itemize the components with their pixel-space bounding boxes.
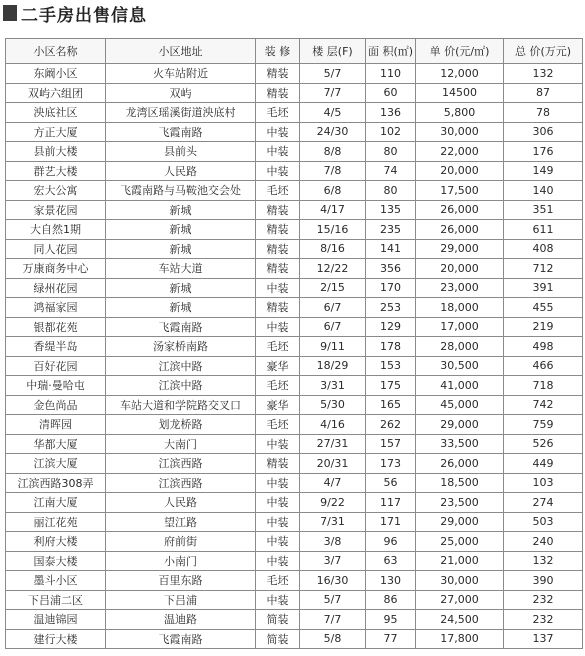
table-row	[6, 181, 583, 201]
cell-name: 丽江花苑	[6, 512, 106, 532]
cell-name: 百好花园	[6, 356, 106, 376]
cell-unit-price: 20,000	[416, 259, 504, 279]
cell-decoration: 精装	[256, 220, 300, 240]
cell-total-price: 712	[504, 259, 583, 279]
cell-unit-price: 23,000	[416, 278, 504, 298]
table-row	[6, 83, 583, 103]
cell-floor: 3/7	[300, 551, 366, 571]
cell-name: 中瑞·曼哈屯	[6, 376, 106, 396]
table-row	[6, 317, 583, 337]
cell-floor: 5/7	[300, 590, 366, 610]
cell-address: 飞霞南路与马鞍池交会处	[106, 181, 256, 201]
cell-name: 利府大楼	[6, 532, 106, 552]
cell-name: 香缇半岛	[6, 337, 106, 357]
cell-address: 江滨西路	[106, 454, 256, 474]
cell-address: 汤家桥南路	[106, 337, 256, 357]
cell-name: 鸿福家园	[6, 298, 106, 318]
cell-total-price: 455	[504, 298, 583, 318]
cell-total-price: 391	[504, 278, 583, 298]
cell-decoration: 中装	[256, 161, 300, 181]
cell-floor: 4/5	[300, 103, 366, 123]
column-header-name: 小区名称	[6, 39, 106, 64]
cell-total-price: 240	[504, 532, 583, 552]
cell-area: 253	[366, 298, 416, 318]
table-row	[6, 395, 583, 415]
cell-decoration: 中装	[256, 551, 300, 571]
cell-address: 江滨西路	[106, 473, 256, 493]
cell-area: 178	[366, 337, 416, 357]
cell-unit-price: 29,000	[416, 239, 504, 259]
cell-total-price: 78	[504, 103, 583, 123]
cell-unit-price: 26,000	[416, 220, 504, 240]
cell-total-price: 176	[504, 142, 583, 162]
cell-floor: 7/7	[300, 83, 366, 103]
cell-name: 同人花园	[6, 239, 106, 259]
cell-decoration: 中装	[256, 434, 300, 454]
cell-name: 万康商务中心	[6, 259, 106, 279]
cell-address: 火车站附近	[106, 64, 256, 84]
cell-name: 华都大厦	[6, 434, 106, 454]
cell-total-price: 390	[504, 571, 583, 591]
table-row	[6, 278, 583, 298]
cell-floor: 5/30	[300, 395, 366, 415]
cell-area: 110	[366, 64, 416, 84]
table-row	[6, 590, 583, 610]
cell-total-price: 466	[504, 356, 583, 376]
cell-area: 153	[366, 356, 416, 376]
table-row	[6, 142, 583, 162]
cell-total-price: 103	[504, 473, 583, 493]
cell-area: 235	[366, 220, 416, 240]
table-row	[6, 415, 583, 435]
cell-area: 117	[366, 493, 416, 513]
cell-decoration: 精装	[256, 454, 300, 474]
cell-floor: 3/31	[300, 376, 366, 396]
cell-decoration: 毛坯	[256, 571, 300, 591]
cell-decoration: 精装	[256, 200, 300, 220]
cell-total-price: 232	[504, 610, 583, 630]
column-header-address: 小区地址	[106, 39, 256, 64]
cell-name: 东阚小区	[6, 64, 106, 84]
cell-address: 百里东路	[106, 571, 256, 591]
cell-unit-price: 18,500	[416, 473, 504, 493]
cell-name: 江南大厦	[6, 493, 106, 513]
page-title: 二手房出售信息	[21, 5, 147, 26]
table-header-row	[6, 39, 583, 64]
cell-address: 江滨中路	[106, 356, 256, 376]
table-row	[6, 629, 583, 649]
cell-unit-price: 41,000	[416, 376, 504, 396]
cell-address: 划龙桥路	[106, 415, 256, 435]
cell-decoration: 精装	[256, 64, 300, 84]
cell-decoration: 毛坯	[256, 376, 300, 396]
cell-decoration: 中装	[256, 512, 300, 532]
cell-decoration: 毛坯	[256, 103, 300, 123]
cell-total-price: 87	[504, 83, 583, 103]
table-row	[6, 454, 583, 474]
cell-name: 家景花园	[6, 200, 106, 220]
title-square-icon	[3, 5, 17, 21]
cell-name: 墨斗小区	[6, 571, 106, 591]
cell-area: 173	[366, 454, 416, 474]
cell-total-price: 140	[504, 181, 583, 201]
cell-unit-price: 22,000	[416, 142, 504, 162]
cell-name: 建行大楼	[6, 629, 106, 649]
cell-name: 温迪锦园	[6, 610, 106, 630]
cell-decoration: 中装	[256, 142, 300, 162]
cell-unit-price: 30,000	[416, 571, 504, 591]
table-row	[6, 434, 583, 454]
table-row	[6, 259, 583, 279]
cell-name: 群艺大楼	[6, 161, 106, 181]
cell-area: 171	[366, 512, 416, 532]
column-header-floor: 楼 层(F)	[300, 39, 366, 64]
cell-area: 356	[366, 259, 416, 279]
cell-floor: 7/31	[300, 512, 366, 532]
column-header-unit-price: 单 价(元/㎡)	[416, 39, 504, 64]
cell-unit-price: 45,000	[416, 395, 504, 415]
cell-address: 温迪路	[106, 610, 256, 630]
cell-unit-price: 29,000	[416, 512, 504, 532]
cell-floor: 24/30	[300, 122, 366, 142]
cell-area: 63	[366, 551, 416, 571]
cell-floor: 6/7	[300, 317, 366, 337]
cell-unit-price: 30,500	[416, 356, 504, 376]
page-title-bar	[0, 0, 585, 26]
cell-floor: 4/7	[300, 473, 366, 493]
cell-address: 车站大道和学院路交叉口	[106, 395, 256, 415]
cell-address: 县前头	[106, 142, 256, 162]
cell-address: 府前街	[106, 532, 256, 552]
cell-address: 小南门	[106, 551, 256, 571]
cell-decoration: 中装	[256, 473, 300, 493]
table-row	[6, 532, 583, 552]
table-row	[6, 493, 583, 513]
cell-unit-price: 17,000	[416, 317, 504, 337]
cell-address: 飞霞南路	[106, 122, 256, 142]
cell-area: 157	[366, 434, 416, 454]
cell-floor: 27/31	[300, 434, 366, 454]
cell-floor: 18/29	[300, 356, 366, 376]
cell-area: 141	[366, 239, 416, 259]
cell-decoration: 毛坯	[256, 337, 300, 357]
cell-floor: 5/7	[300, 64, 366, 84]
cell-name: 金色尚品	[6, 395, 106, 415]
cell-unit-price: 27,000	[416, 590, 504, 610]
table-row	[6, 512, 583, 532]
cell-total-price: 274	[504, 493, 583, 513]
cell-total-price: 718	[504, 376, 583, 396]
cell-total-price: 759	[504, 415, 583, 435]
cell-decoration: 中装	[256, 122, 300, 142]
table-row	[6, 239, 583, 259]
cell-address: 新城	[106, 200, 256, 220]
cell-decoration: 中装	[256, 493, 300, 513]
cell-area: 102	[366, 122, 416, 142]
cell-area: 96	[366, 532, 416, 552]
cell-decoration: 精装	[256, 298, 300, 318]
cell-total-price: 219	[504, 317, 583, 337]
cell-floor: 9/11	[300, 337, 366, 357]
cell-decoration: 毛坯	[256, 181, 300, 201]
listing-table	[5, 38, 583, 649]
table-row	[6, 298, 583, 318]
cell-floor: 6/7	[300, 298, 366, 318]
table-row	[6, 122, 583, 142]
cell-decoration: 中装	[256, 278, 300, 298]
cell-unit-price: 33,500	[416, 434, 504, 454]
cell-name: 县前大楼	[6, 142, 106, 162]
table-row	[6, 571, 583, 591]
cell-total-price: 137	[504, 629, 583, 649]
table-row	[6, 551, 583, 571]
cell-unit-price: 5,800	[416, 103, 504, 123]
cell-address: 江滨中路	[106, 376, 256, 396]
cell-area: 165	[366, 395, 416, 415]
table-row	[6, 376, 583, 396]
cell-unit-price: 18,000	[416, 298, 504, 318]
table-row	[6, 103, 583, 123]
cell-unit-price: 28,000	[416, 337, 504, 357]
cell-total-price: 132	[504, 551, 583, 571]
cell-address: 新城	[106, 239, 256, 259]
cell-total-price: 351	[504, 200, 583, 220]
cell-address: 新城	[106, 220, 256, 240]
cell-address: 下吕浦	[106, 590, 256, 610]
cell-floor: 3/8	[300, 532, 366, 552]
cell-address: 飞霞南路	[106, 317, 256, 337]
cell-area: 175	[366, 376, 416, 396]
cell-area: 95	[366, 610, 416, 630]
table-row	[6, 356, 583, 376]
cell-address: 大南门	[106, 434, 256, 454]
cell-decoration: 中装	[256, 532, 300, 552]
cell-address: 龙湾区瑶溪街道泱底村	[106, 103, 256, 123]
cell-area: 135	[366, 200, 416, 220]
cell-unit-price: 26,000	[416, 200, 504, 220]
cell-unit-price: 26,000	[416, 454, 504, 474]
cell-total-price: 306	[504, 122, 583, 142]
cell-address: 新城	[106, 298, 256, 318]
table-row	[6, 64, 583, 84]
cell-total-price: 132	[504, 64, 583, 84]
cell-area: 60	[366, 83, 416, 103]
cell-floor: 7/7	[300, 610, 366, 630]
cell-floor: 16/30	[300, 571, 366, 591]
cell-unit-price: 24,500	[416, 610, 504, 630]
cell-name: 江滨西路308弄	[6, 473, 106, 493]
table-row	[6, 220, 583, 240]
table-row	[6, 337, 583, 357]
cell-decoration: 中装	[256, 590, 300, 610]
cell-unit-price: 21,000	[416, 551, 504, 571]
cell-floor: 20/31	[300, 454, 366, 474]
cell-unit-price: 20,000	[416, 161, 504, 181]
cell-area: 80	[366, 142, 416, 162]
cell-area: 77	[366, 629, 416, 649]
column-header-area: 面 积(㎡)	[366, 39, 416, 64]
table-row	[6, 161, 583, 181]
cell-unit-price: 17,500	[416, 181, 504, 201]
cell-unit-price: 29,000	[416, 415, 504, 435]
column-header-total-price: 总 价(万元)	[504, 39, 583, 64]
cell-area: 74	[366, 161, 416, 181]
cell-total-price: 498	[504, 337, 583, 357]
cell-decoration: 豪华	[256, 356, 300, 376]
cell-name: 大自然1期	[6, 220, 106, 240]
cell-area: 136	[366, 103, 416, 123]
cell-address: 人民路	[106, 493, 256, 513]
cell-decoration: 精装	[256, 83, 300, 103]
cell-floor: 12/22	[300, 259, 366, 279]
cell-total-price: 742	[504, 395, 583, 415]
cell-floor: 7/8	[300, 161, 366, 181]
cell-name: 下吕浦二区	[6, 590, 106, 610]
cell-unit-price: 14500	[416, 83, 504, 103]
cell-floor: 9/22	[300, 493, 366, 513]
cell-floor: 4/16	[300, 415, 366, 435]
cell-decoration: 精装	[256, 259, 300, 279]
cell-name: 绿州花园	[6, 278, 106, 298]
cell-floor: 8/8	[300, 142, 366, 162]
cell-floor: 6/8	[300, 181, 366, 201]
cell-name: 清晖园	[6, 415, 106, 435]
cell-name: 江滨大厦	[6, 454, 106, 474]
cell-total-price: 149	[504, 161, 583, 181]
cell-name: 宏大公寓	[6, 181, 106, 201]
cell-address: 新城	[106, 278, 256, 298]
cell-area: 80	[366, 181, 416, 201]
cell-name: 方正大厦	[6, 122, 106, 142]
cell-area: 130	[366, 571, 416, 591]
cell-unit-price: 30,000	[416, 122, 504, 142]
cell-floor: 2/15	[300, 278, 366, 298]
cell-decoration: 简装	[256, 610, 300, 630]
cell-total-price: 232	[504, 590, 583, 610]
cell-name: 银都花苑	[6, 317, 106, 337]
cell-area: 86	[366, 590, 416, 610]
cell-decoration: 中装	[256, 317, 300, 337]
table-row	[6, 473, 583, 493]
cell-address: 车站大道	[106, 259, 256, 279]
cell-decoration: 精装	[256, 239, 300, 259]
cell-name: 双屿六组团	[6, 83, 106, 103]
cell-unit-price: 23,500	[416, 493, 504, 513]
cell-address: 双屿	[106, 83, 256, 103]
cell-floor: 8/16	[300, 239, 366, 259]
cell-floor: 15/16	[300, 220, 366, 240]
cell-address: 望江路	[106, 512, 256, 532]
cell-name: 国泰大楼	[6, 551, 106, 571]
cell-address: 人民路	[106, 161, 256, 181]
cell-name: 泱底社区	[6, 103, 106, 123]
table-row	[6, 610, 583, 630]
table-row	[6, 200, 583, 220]
cell-total-price: 503	[504, 512, 583, 532]
cell-total-price: 526	[504, 434, 583, 454]
cell-address: 飞霞南路	[106, 629, 256, 649]
cell-unit-price: 17,800	[416, 629, 504, 649]
cell-floor: 5/8	[300, 629, 366, 649]
column-header-decoration: 装 修	[256, 39, 300, 64]
cell-decoration: 豪华	[256, 395, 300, 415]
table-body	[6, 64, 583, 649]
cell-area: 170	[366, 278, 416, 298]
cell-decoration: 毛坯	[256, 415, 300, 435]
cell-area: 129	[366, 317, 416, 337]
cell-total-price: 408	[504, 239, 583, 259]
cell-unit-price: 25,000	[416, 532, 504, 552]
cell-area: 262	[366, 415, 416, 435]
cell-total-price: 611	[504, 220, 583, 240]
cell-unit-price: 12,000	[416, 64, 504, 84]
cell-total-price: 449	[504, 454, 583, 474]
cell-area: 56	[366, 473, 416, 493]
cell-decoration: 简装	[256, 629, 300, 649]
cell-floor: 4/17	[300, 200, 366, 220]
